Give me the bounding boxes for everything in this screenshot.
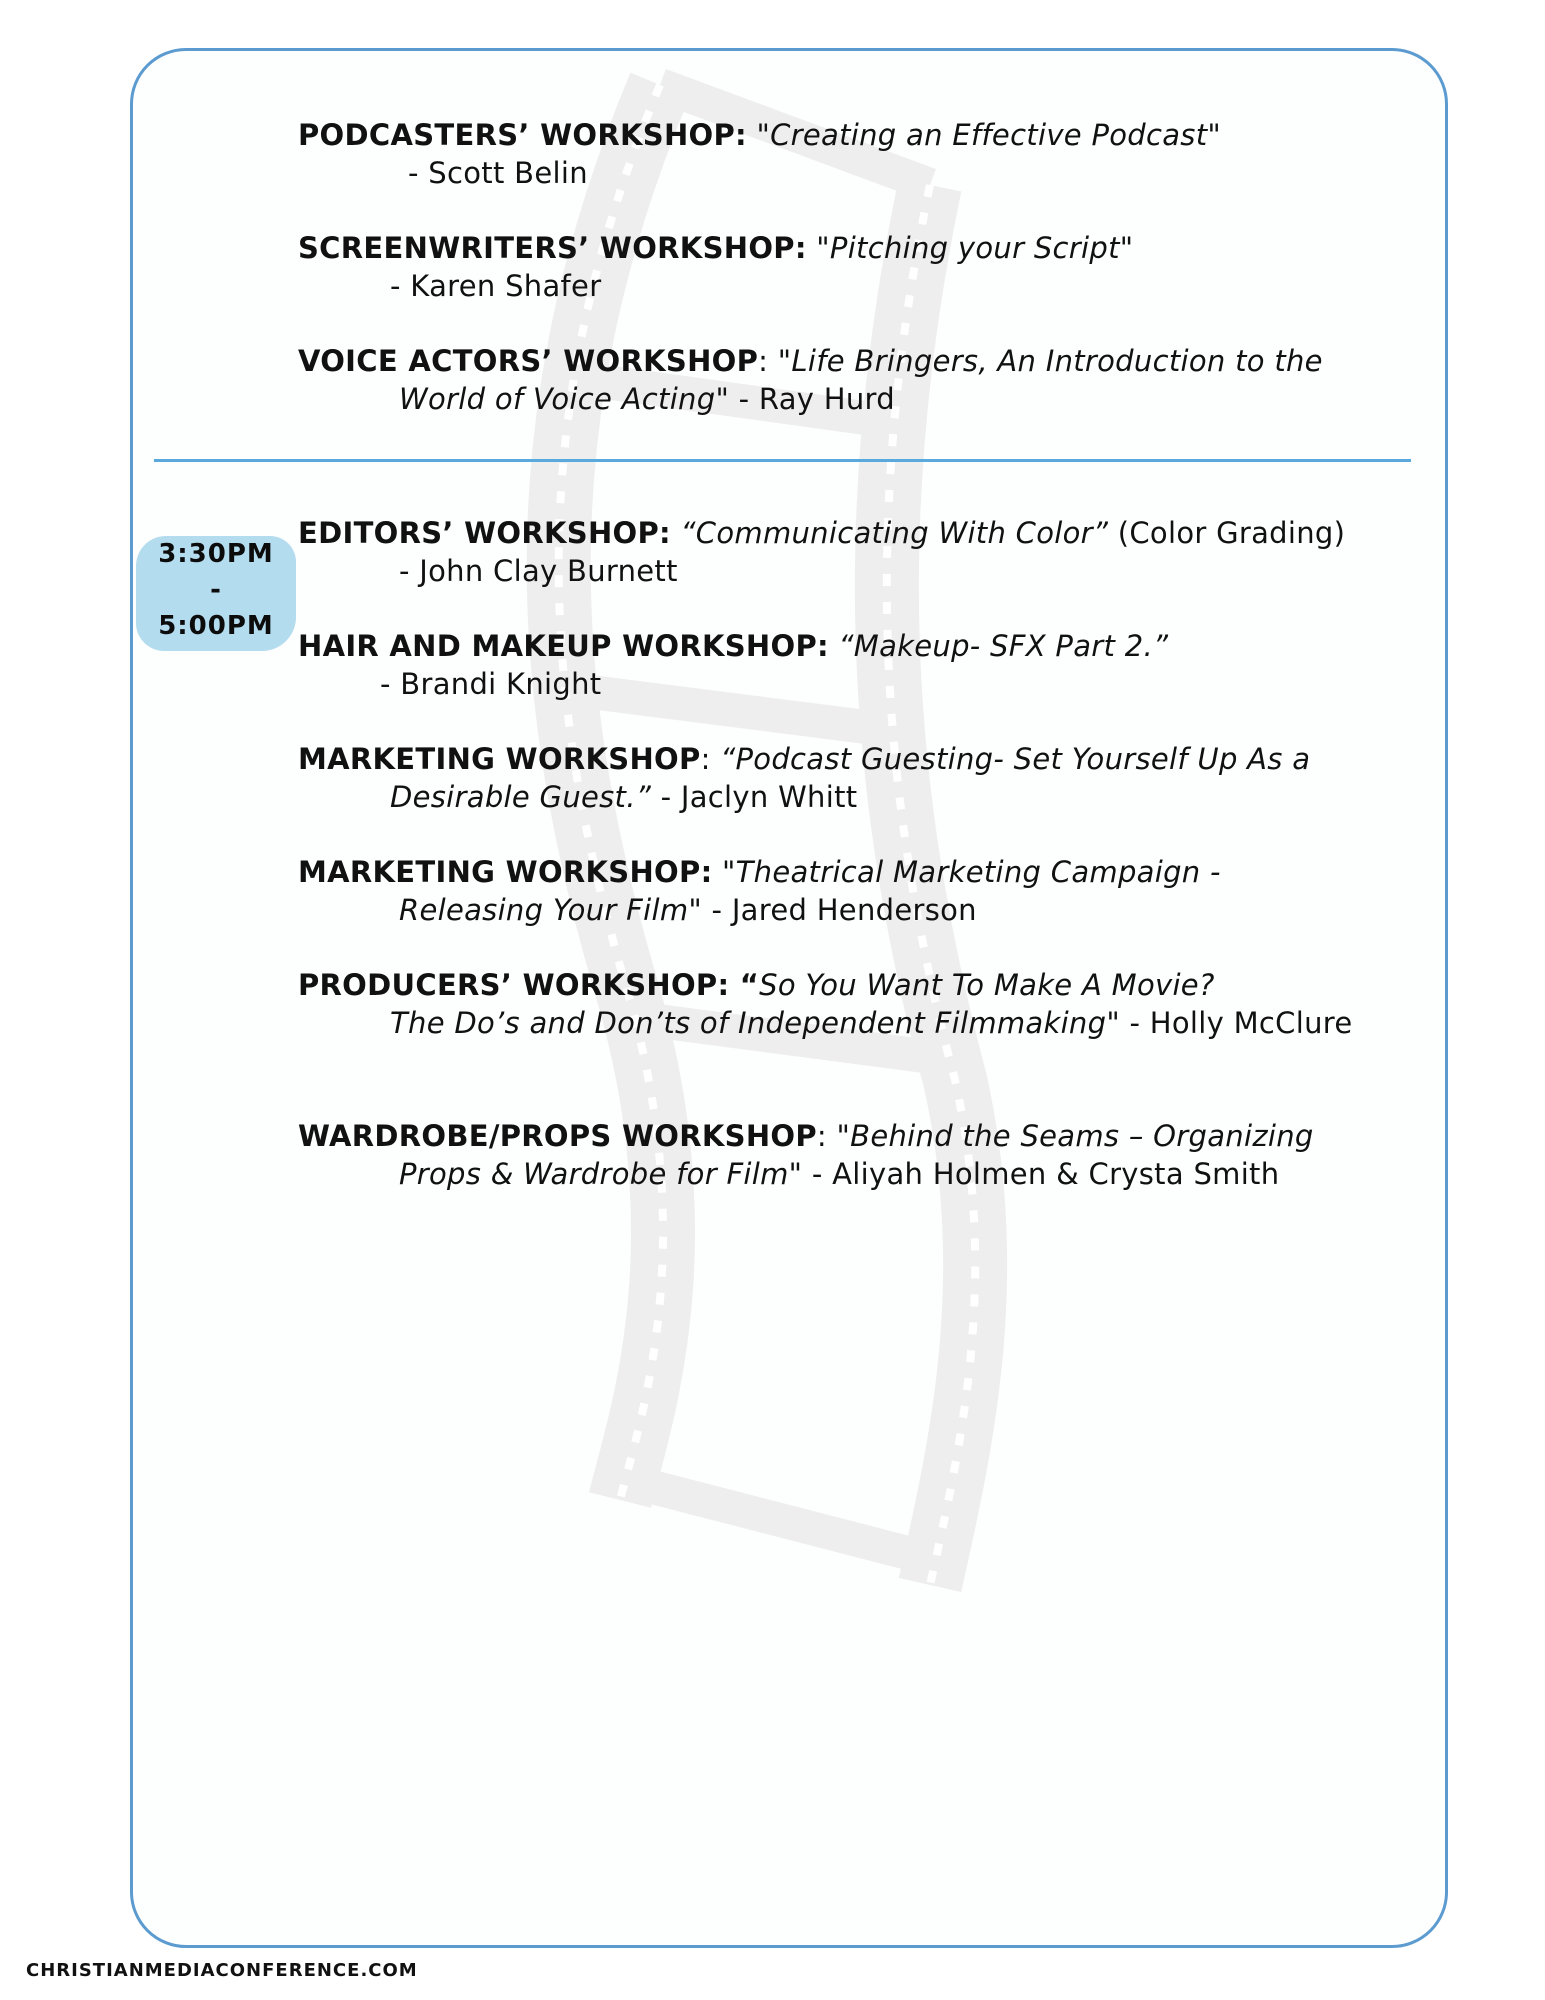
workshop-entry bbox=[298, 966, 1408, 1042]
workshop-title: "Creating an Effective Podcast" bbox=[756, 118, 1222, 152]
workshop-title-quote: " bbox=[715, 382, 730, 416]
workshop-title-quote: " bbox=[1119, 231, 1134, 265]
time-slot-badge bbox=[136, 536, 296, 651]
workshop-label: VOICE ACTORS’ WORKSHOP bbox=[298, 344, 759, 378]
workshop-title-continued: World of Voice Acting bbox=[399, 382, 716, 416]
workshop-title: "Pitching your Script bbox=[816, 231, 1120, 265]
workshop-title: So You Want To Make A Movie? bbox=[759, 968, 1215, 1002]
workshop-label: EDITORS’ WORKSHOP: bbox=[298, 516, 671, 550]
workshop-title: “Makeup- SFX Part 2.” bbox=[838, 629, 1169, 663]
time-start: 3:30PM bbox=[158, 539, 274, 569]
workshop-speaker: - Jared Henderson bbox=[702, 893, 977, 927]
workshop-colon: : bbox=[700, 742, 711, 776]
workshop-title-continued: Releasing Your Film" bbox=[399, 893, 703, 927]
workshop-title: "Life Bringers, An Introduction to the bbox=[777, 344, 1323, 378]
workshop-entry bbox=[298, 1117, 1408, 1193]
section-divider bbox=[154, 459, 1411, 462]
time-end: 5:00PM bbox=[158, 611, 274, 641]
workshop-colon: : bbox=[816, 1119, 827, 1153]
workshop-entry bbox=[298, 514, 1408, 590]
workshop-entry bbox=[298, 342, 1408, 418]
footer-website: CHRISTIANMEDIACONFERENCE.COM bbox=[26, 1960, 418, 1981]
workshop-speaker: - Ray Hurd bbox=[729, 382, 895, 416]
workshop-speaker: - Aliyah Holmen & Crysta Smith bbox=[802, 1157, 1280, 1191]
workshop-title: “Podcast Guesting- Set Yourself Up As a bbox=[720, 742, 1311, 776]
workshop-speaker: - Brandi Knight bbox=[380, 667, 602, 701]
workshop-speaker: - Scott Belin bbox=[408, 156, 588, 190]
workshop-speaker: - Holly McClure bbox=[1119, 1006, 1353, 1040]
workshop-entry bbox=[298, 740, 1408, 816]
workshop-speaker: - John Clay Burnett bbox=[399, 554, 678, 588]
workshop-title-continued: Props & Wardrobe for Film" bbox=[399, 1157, 803, 1191]
workshop-title: "Theatrical Marketing Campaign - bbox=[722, 855, 1221, 889]
workshop-title-continued: Desirable Guest.” bbox=[390, 780, 652, 814]
workshop-label: MARKETING WORKSHOP: bbox=[298, 855, 713, 889]
workshop-entry bbox=[298, 116, 1408, 192]
workshop-label: PRODUCERS’ WORKSHOP: “ bbox=[298, 968, 760, 1002]
workshop-entry bbox=[298, 229, 1408, 305]
workshop-note: (Color Grading) bbox=[1117, 516, 1346, 550]
workshop-entry bbox=[298, 627, 1408, 703]
workshop-label: WARDROBE/PROPS WORKSHOP bbox=[298, 1119, 817, 1153]
workshop-colon: : bbox=[758, 344, 769, 378]
workshop-title: "Behind the Seams – Organizing bbox=[836, 1119, 1314, 1153]
workshop-label: HAIR AND MAKEUP WORKSHOP: bbox=[298, 629, 829, 663]
time-separator: - bbox=[210, 575, 222, 605]
workshop-title: “Communicating With Color” bbox=[680, 516, 1109, 550]
workshop-speaker: - Karen Shafer bbox=[390, 269, 602, 303]
workshop-label: SCREENWRITERS’ WORKSHOP: bbox=[298, 231, 807, 265]
workshop-label: PODCASTERS’ WORKSHOP: bbox=[298, 118, 747, 152]
workshop-title-continued: The Do’s and Don’ts of Independent Filmmaking" bbox=[390, 1006, 1120, 1040]
workshop-entry bbox=[298, 853, 1408, 929]
workshop-speaker: - Jaclyn Whitt bbox=[651, 780, 858, 814]
workshop-label: MARKETING WORKSHOP bbox=[298, 742, 701, 776]
